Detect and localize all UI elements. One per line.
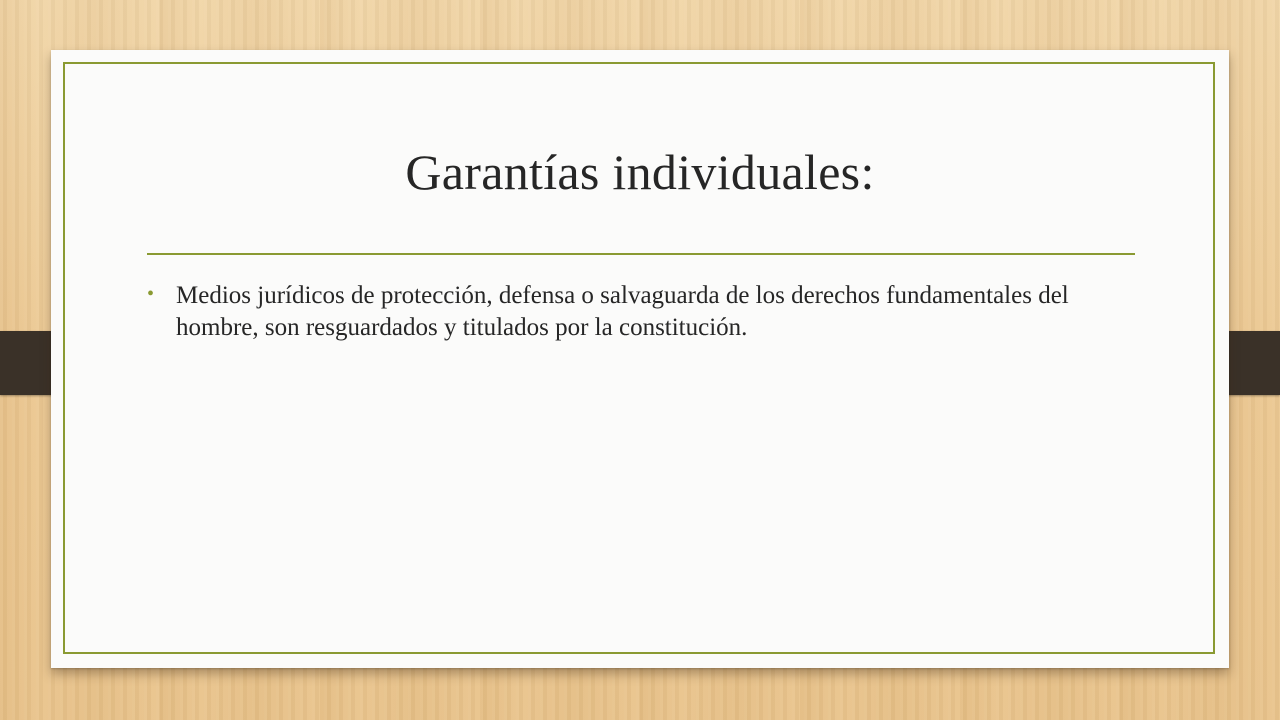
slide-card <box>51 50 1229 668</box>
bullet-text: Medios jurídicos de protección, defensa o salvaguarda de los derechos fundamentales del hombre, son resguardados y titulados por la constitución. <box>176 282 1069 341</box>
bullet-item <box>147 280 1147 344</box>
title-divider <box>147 253 1135 255</box>
slide-title: Garantías individuales: <box>405 144 875 200</box>
bullet-dot-icon: • <box>147 283 155 305</box>
bullet-list <box>147 280 1147 344</box>
